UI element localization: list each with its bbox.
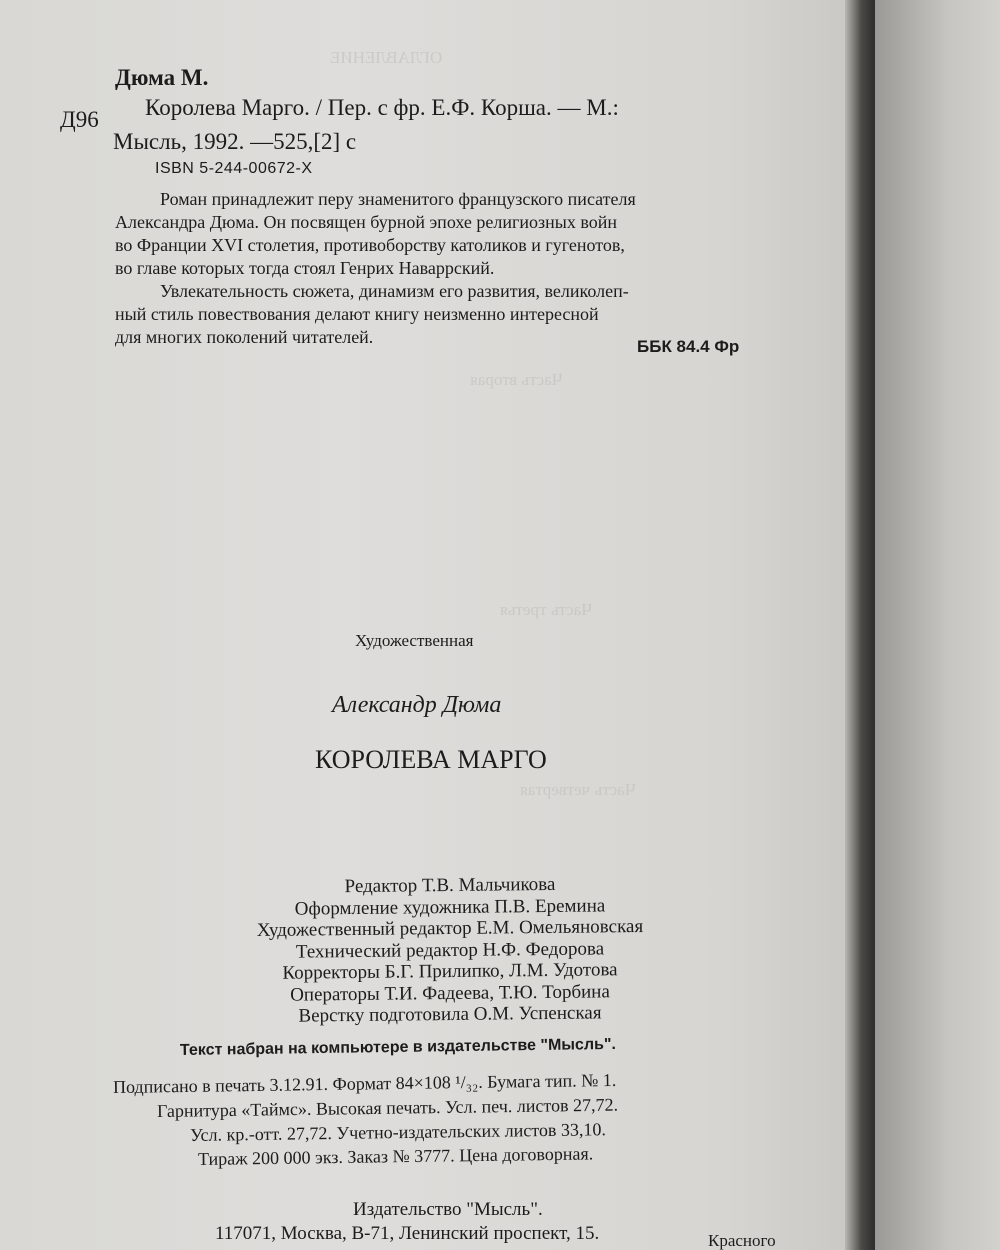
cutoff-text: Красного <box>708 1231 776 1250</box>
annotation-line: ный стиль повествования делают книгу неизменно интересной <box>115 304 599 324</box>
annotation-line: Александра Дюма. Он посвящен бурной эпохе религиозных войн <box>115 212 618 232</box>
print-line: Подписано в печать 3.12.91. Формат 84×108 ¹/₃₂. Бумага тип. № 1. <box>112 1069 617 1097</box>
book-gutter <box>845 0 875 1250</box>
credit-line: Художественный редактор Е.М. Омельяновская <box>256 915 644 942</box>
typeset-note: Текст набран на компьютере в издательстве "Мысль". <box>179 1035 617 1059</box>
annotation-line: во Франции XVI столетия, противоборству католиков и гугенотов, <box>115 235 625 255</box>
annotation-line: для многих поколений читателей. <box>115 327 374 347</box>
annotation-line: во главе которых тогда стоял Генрих Наваррский. <box>115 258 495 278</box>
annotation-line: Роман принадлежит перу знаменитого французского писателя <box>160 189 636 209</box>
credit-line: Корректоры Б.Г. Прилипко, Л.М. Удотова <box>282 959 618 984</box>
credit-line: Технический редактор Н.Ф. Федорова <box>295 937 605 963</box>
publisher-address: 117071, Москва, В-71, Ленинский проспект, 15. <box>215 1223 600 1244</box>
credits <box>180 875 720 1026</box>
print-line: Усл. кр.-отт. 27,72. Учетно-издательских листов 33,10. <box>189 1119 607 1145</box>
credit-line: Редактор Т.В. Мальчикова <box>344 873 556 898</box>
credit-line: Операторы Т.И. Фадеева, Т.Ю. Торбина <box>290 980 610 1006</box>
bleed-through-text: Часть третья <box>500 600 593 619</box>
catalog-line: Мысль, 1992. —525,[2] с <box>113 129 357 154</box>
book-author: Александр Дюма <box>332 692 502 718</box>
catalog-code: Д96 <box>60 107 99 132</box>
bleed-through-text: Часть вторая <box>470 370 563 389</box>
annotation-line: Увлекательность сюжета, динамизм его развития, великолеп- <box>160 281 629 301</box>
bbk-code: ББК 84.4 Фр <box>637 337 740 356</box>
credit-line: Оформление художника П.В. Еремина <box>294 894 606 920</box>
catalog-line: Королева Марго. / Пер. с фр. Е.Ф. Корша. — М.: <box>145 95 619 120</box>
bleed-through-text: ОГЛАВЛЕНИЕ <box>330 48 443 67</box>
print-line: Гарнитура «Таймс». Высокая печать. Усл. печ. листов 27,72. <box>156 1094 619 1121</box>
catalog-isbn: ISBN 5-244-00672-X <box>155 160 313 177</box>
print-line: Тираж 200 000 экз. Заказ № 3777. Цена договорная. <box>197 1143 594 1169</box>
catalog-author: Дюма М. <box>115 65 209 90</box>
book-title: КОРОЛЕВА МАРГО <box>315 745 547 774</box>
adjacent-page <box>875 0 1000 1250</box>
publisher-name: Издательство "Мысль". <box>353 1199 543 1220</box>
genre-label: Художественная <box>355 631 474 650</box>
bleed-through-text: Часть четвертая <box>520 780 636 799</box>
credit-line: Верстку подготовила О.М. Успенская <box>298 1002 602 1027</box>
